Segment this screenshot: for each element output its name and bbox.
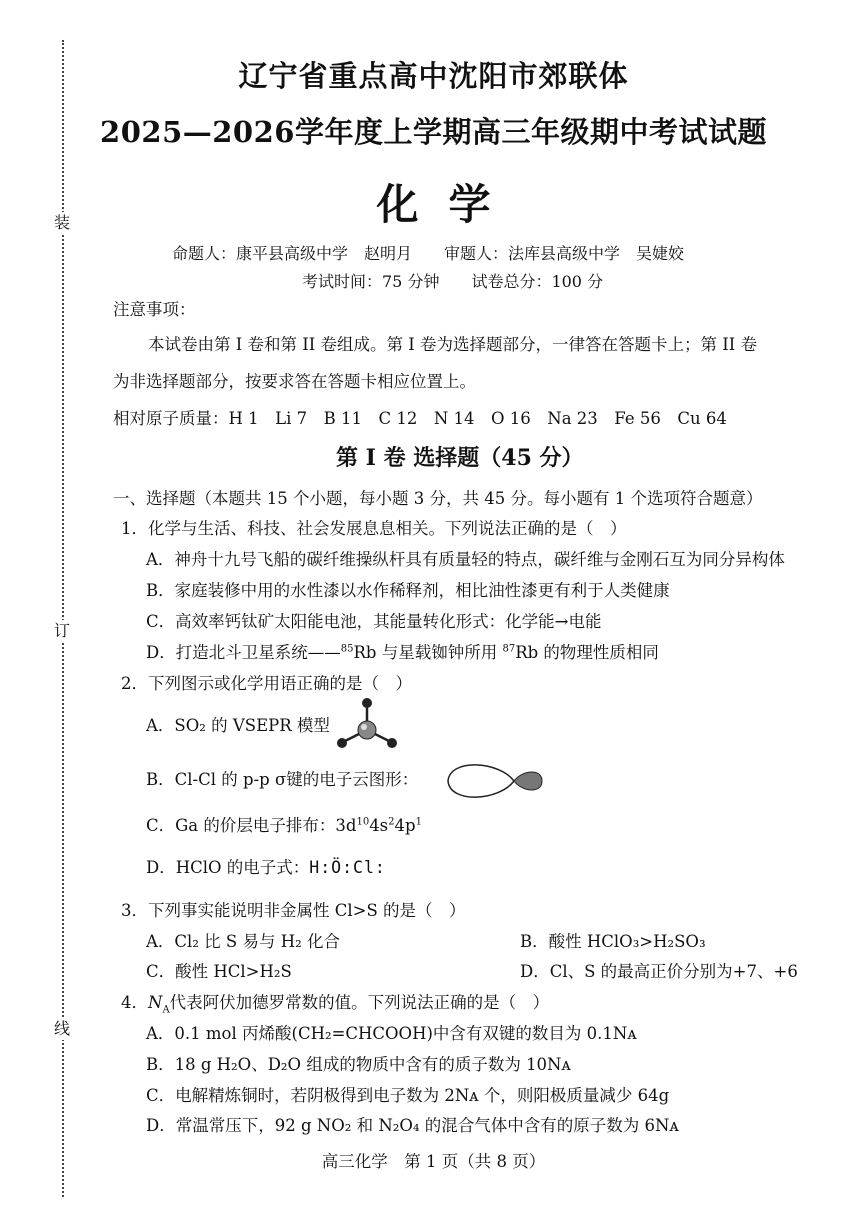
q1-option-a: A．神舟十九号飞船的碳纤维操纵杆具有质量轻的特点，碳纤维与金刚石互为同分异构体 bbox=[146, 550, 785, 569]
q2-option-b: B．Cl-Cl 的 p-p σ键的电子云图形： bbox=[146, 770, 419, 789]
q4-option-b: B．18 g H₂O、D₂O 组成的物质中含有的质子数为 10Nᴀ bbox=[146, 1055, 571, 1074]
hclo-electron-formula: H:Ö:Cl: bbox=[309, 858, 386, 877]
binding-mark-ding: 订 bbox=[48, 620, 76, 642]
sigma-bond-cloud-icon bbox=[444, 760, 548, 802]
exam-info: 考试时间：75 分钟 试卷总分：100 分 bbox=[302, 272, 604, 291]
q2-option-c: C．Ga 的价层电子排布：$3d^{10}4s^24p^1$ bbox=[146, 816, 422, 835]
q3-option-c: C．酸性 HCl>H₂S bbox=[146, 962, 292, 981]
q4-option-c: C．电解精炼铜时，若阴极得到电子数为 2Nᴀ 个，则阳极质量减少 64g bbox=[146, 1086, 670, 1105]
title-line1: 辽宁省重点高中沈阳市郊联体 bbox=[238, 59, 629, 93]
section-title: 第 I 卷 选择题（45 分） bbox=[336, 445, 584, 471]
notes-heading: 注意事项： bbox=[113, 300, 196, 319]
q2-stem: 2．下列图示或化学用语正确的是（ ） bbox=[121, 674, 412, 693]
q2-option-d: D．HClO 的电子式：H:Ö:Cl: bbox=[146, 858, 386, 877]
q4-option-a: A．0.1 mol 丙烯酸(CH₂=CHCOOH)中含有双键的数目为 0.1Nᴀ bbox=[146, 1024, 637, 1043]
q1-option-d: D．打造北斗卫星系统——$^{85}$Rb 与星载铷钟所用 $^{87}$Rb 的物理性质相同 bbox=[146, 643, 659, 662]
notes-line1: 本试卷由第 I 卷和第 II 卷组成。第 I 卷为选择题部分，一律答在答题卡上；第 II 卷 bbox=[148, 335, 758, 354]
q3-option-d: D．Cl、S 的最高正价分别为+7、+6 bbox=[520, 962, 798, 981]
q2-option-a: A．SO₂ 的 VSEPR 模型 bbox=[146, 716, 330, 735]
binding-mark-zhuang: 装 bbox=[48, 212, 76, 234]
authors-line: 命题人：康平县高级中学 赵明月 审题人：法库县高级中学 吴婕姣 bbox=[172, 244, 685, 263]
vsepr-model-icon bbox=[334, 696, 400, 752]
q1-option-c: C．高效率钙钛矿太阳能电池，其能量转化形式：化学能→电能 bbox=[146, 612, 602, 631]
q3-option-a: A．Cl₂ 比 S 易与 H₂ 化合 bbox=[146, 932, 340, 951]
q1-option-b: B．家庭装修中用的水性漆以水作稀释剂，相比油性漆更有利于人类健康 bbox=[146, 581, 670, 600]
title-line2: 2025—2026学年度上学期高三年级期中考试试题 bbox=[100, 115, 767, 149]
q3-stem: 3．下列事实能说明非金属性 Cl>S 的是（ ） bbox=[121, 901, 466, 920]
page-footer: 高三化学 第 1 页（共 8 页） bbox=[321, 1152, 546, 1171]
binding-mark-xian: 线 bbox=[48, 1018, 76, 1040]
q3-option-b: B．酸性 HClO₃>H₂SO₃ bbox=[520, 932, 706, 951]
q1-stem: 1．化学与生活、科技、社会发展息息相关。下列说法正确的是（ ） bbox=[121, 519, 627, 538]
q4-option-d: D．常温常压下，92 g NO₂ 和 N₂O₄ 的混合气体中含有的原子数为 6Nᴀ bbox=[146, 1116, 679, 1135]
notes-line2: 为非选择题部分，按要求答在答题卡相应位置上。 bbox=[113, 372, 476, 391]
section-instruction: 一、选择题（本题共 15 个小题，每小题 3 分，共 45 分。每小题有 1 个选项符合题意） bbox=[113, 489, 763, 508]
subject-title: 化学 bbox=[376, 180, 521, 229]
atomic-mass-line: 相对原子质量：H 1 Li 7 B 11 C 12 N 14 O 16 Na 23 Fe 56 Cu 64 bbox=[113, 409, 727, 428]
q4-stem: 4．$N_A$代表阿伏加德罗常数的值。下列说法正确的是（ ） bbox=[121, 993, 550, 1016]
